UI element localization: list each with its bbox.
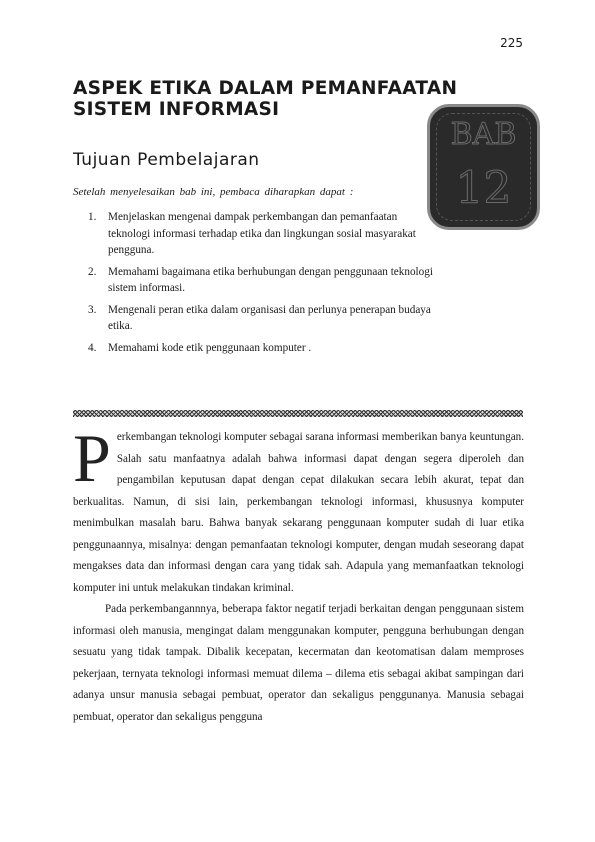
objective-number: 4.	[88, 341, 97, 354]
page-number: 225	[500, 36, 523, 50]
chapter-title-line-2: SISTEM INFORMASI	[73, 99, 280, 120]
chapter-badge-word: BAB	[450, 117, 517, 152]
objective-number: 3.	[88, 303, 97, 316]
body-text	[73, 420, 524, 728]
section-divider	[73, 410, 523, 417]
objective-text: Menjelaskan mengenai dampak perkembangan dan pemanfaatan teknologi informasi terhadap etika dan lingkungan sosial masyarakat pengguna.	[108, 211, 416, 256]
chapter-title-line-1: ASPEK ETIKA DALAM PEMANFAATAN	[73, 78, 458, 99]
paragraph-1-text: erkembangan teknologi komputer sebagai sarana informasi memberikan banya keuntungan. Salah satu manfaatnya adalah bahwa informasi dapat dengan segera diperoleh dan pengambilan keputusan dapat dengan cepat dilakukan secara lebih akurat, tepat dan berkualitas. Namun, di sisi lain, perkembangan teknologi informasi, khususnya komputer menimbulkan masalah baru. Bahwa banyak sekarang penggunaan komputer sudah di luar etika penggunaannya, misalnya: dengan pemanfaatan teknologi komputer, dengan mudah seseorang dapat mengakses data dan informasi dengan cara yang tidak sah. Adapula yang memanfaatkan teknologi komputer ini untuk melakukan tindakan kriminal.	[73, 431, 524, 594]
chapter-badge	[427, 104, 540, 230]
paragraph-2: Pada perkembangannnya, beberapa faktor negatif terjadi berkaitan dengan penggunaan sistem informasi oleh manusia, mengingat dalam menggunakan komputer, pengguna berhubungan dengan sesuatu yang tidak tampak. Dibalik kecepatan, kecermatan dan keotomatisan dalam memproses pekerjaan, ternyata teknologi informasi memuat dilema – dilema etis sebagai akibat sampingan dari adanya unsur manusia sebagai pembuat, operator dan sekaligus penggunanya. Manusia sebagai pembuat, operator dan sekaligus pengguna	[73, 603, 524, 723]
objectives-intro: Setelah menyelesaikan bab ini, pembaca diharapkan dapat :	[73, 186, 354, 198]
objective-item	[88, 302, 433, 335]
objective-item	[88, 264, 433, 297]
objectives-list	[88, 209, 433, 361]
objective-item	[88, 340, 433, 357]
paragraph-1	[73, 420, 524, 599]
objectives-heading: Tujuan Pembelajaran	[73, 150, 260, 170]
objective-number: 1.	[88, 211, 97, 223]
objective-text: Memahami bagaimana etika berhubungan dengan penggunaan teknologi sistem informasi.	[108, 265, 433, 294]
chapter-badge-number: 12	[455, 163, 512, 214]
objective-text: Memahami kode etik penggunaan komputer .	[108, 341, 312, 354]
drop-cap: P	[73, 420, 111, 496]
objective-item	[88, 209, 433, 259]
objective-text: Mengenali peran etika dalam organisasi dan perlunya penerapan budaya etika.	[108, 303, 431, 332]
objective-number: 2.	[88, 265, 97, 278]
